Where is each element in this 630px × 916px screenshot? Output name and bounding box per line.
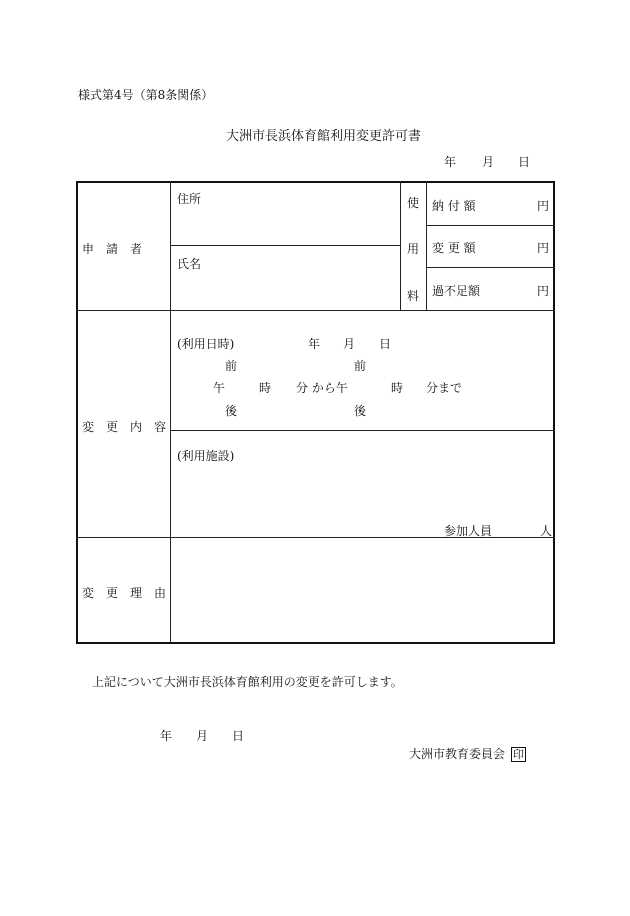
am-end: 前: [354, 359, 367, 373]
usage-datetime-label: (利用日時): [177, 337, 235, 351]
form-number: 様式第4号（第8条関係）: [78, 88, 214, 102]
participants-unit: 人: [540, 524, 553, 538]
fee-label-char-1: 使: [407, 196, 420, 210]
address-label: 住所: [177, 192, 202, 206]
fee-change-label: 変 更 額: [432, 241, 476, 255]
header-date-year: 年: [444, 155, 457, 169]
issuer-name: 大洲市教育委員会: [409, 747, 506, 761]
issuer-line: [409, 745, 526, 762]
usage-day: 日: [379, 337, 392, 351]
noon-start: 午: [213, 381, 226, 395]
fee-paid-unit: 円: [537, 199, 550, 213]
document-title: 大洲市長浜体育館利用変更許可書: [226, 129, 422, 144]
fee-label-char-2: 用: [407, 242, 420, 256]
participants-label: 参加人員: [444, 524, 493, 538]
hour-end: 時: [391, 381, 404, 395]
minute-until: 分まで: [426, 381, 463, 395]
footer-date-year: 年: [160, 729, 173, 743]
applicant-label: 申 請 者: [82, 242, 143, 256]
header-date-day: 日: [518, 155, 531, 169]
pm-start: 後: [225, 404, 238, 418]
pm-end: 後: [354, 404, 367, 418]
fee-change-unit: 円: [537, 241, 550, 255]
footer-date-day: 日: [232, 729, 245, 743]
change-content-label: 変 更 内 容: [82, 420, 167, 434]
seal-mark: 印: [513, 748, 525, 761]
minute-from: 分 から午: [296, 381, 348, 395]
footer-date-month: 月: [196, 729, 209, 743]
fee-balance-unit: 円: [537, 284, 550, 298]
am-start: 前: [225, 359, 238, 373]
usage-year: 年: [308, 337, 321, 351]
name-label: 氏名: [177, 257, 202, 271]
facility-label: (利用施設): [177, 449, 235, 463]
hour-start: 時: [259, 381, 272, 395]
header-date-month: 月: [482, 155, 495, 169]
fee-label-char-3: 料: [407, 289, 420, 303]
permission-text: 上記について大洲市長浜体育館利用の変更を許可します。: [92, 675, 403, 689]
usage-month: 月: [343, 337, 356, 351]
change-reason-label: 変 更 理 由: [82, 586, 167, 600]
fee-paid-label: 納 付 額: [432, 199, 476, 213]
fee-balance-label: 過不足額: [432, 284, 481, 298]
form-table: [76, 181, 555, 644]
